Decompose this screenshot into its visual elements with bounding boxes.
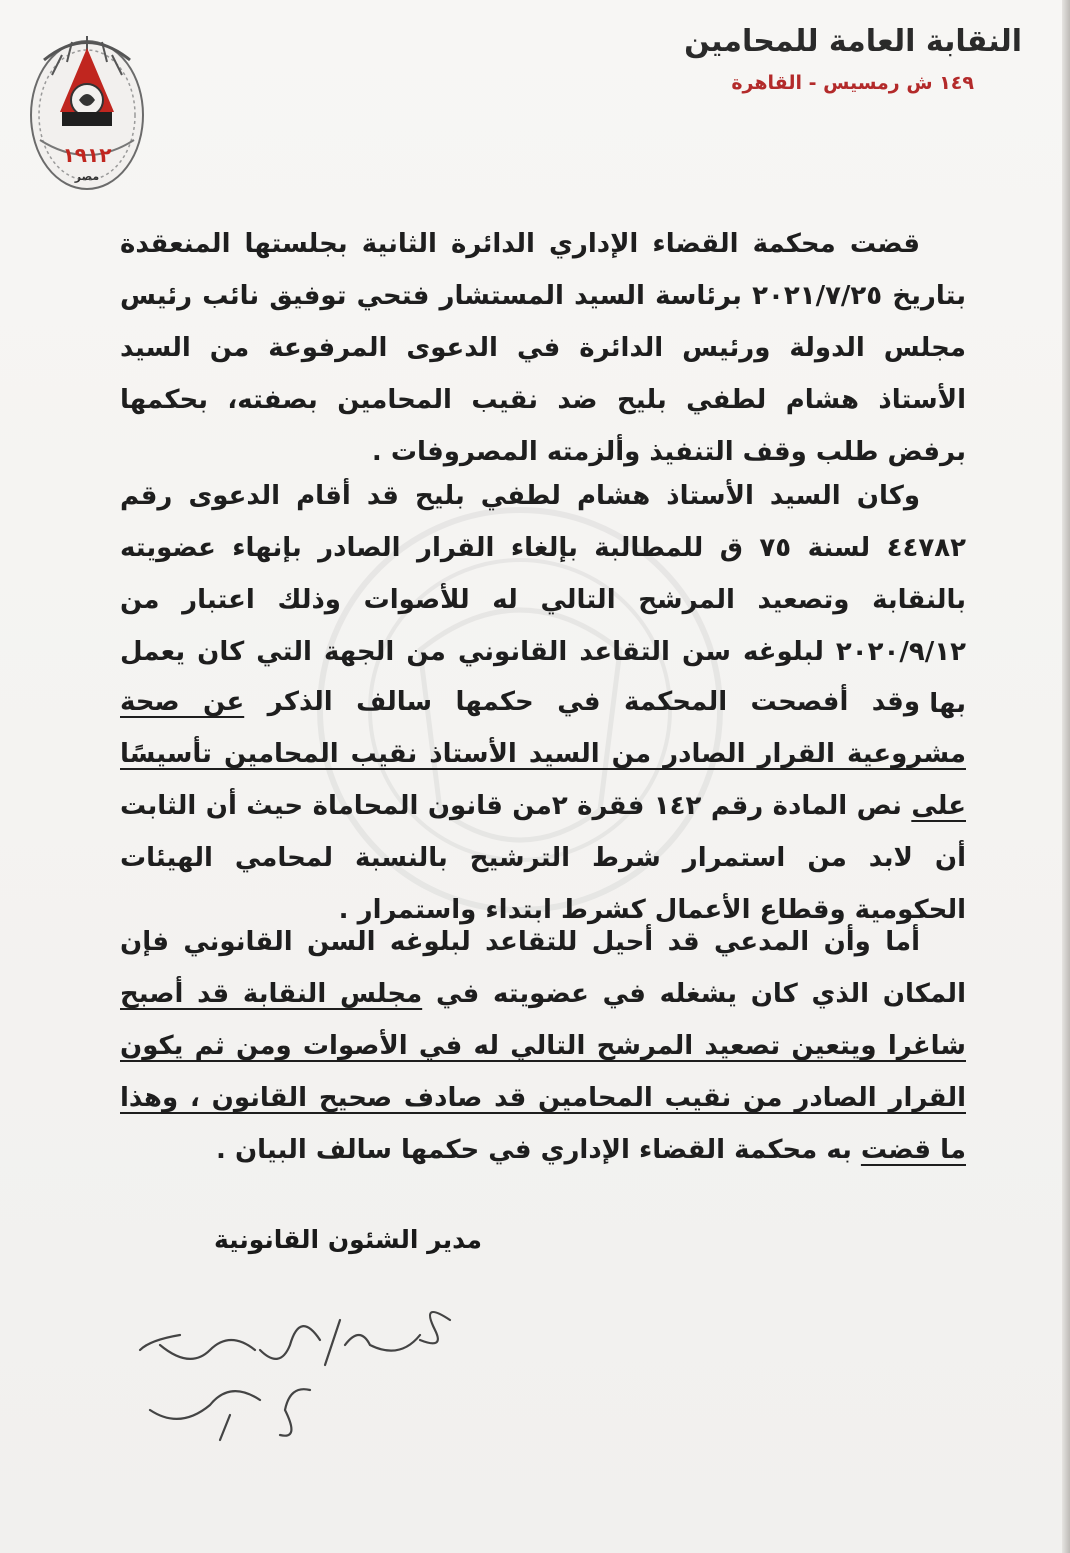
logo-country: مصر bbox=[74, 170, 100, 183]
paragraph-4-underlined: مجلس النقابة قد أصبح شاغرا ويتعين تصعيد المرشح التالي له في الأصوات ومن ثم يكون القرار الصادر من نقيب المحامين قد صادف صحيح القانون ، وهذا ما قضت bbox=[120, 979, 966, 1165]
paragraph-3-text-b: نص المادة رقم ١٤٢ فقرة ٢من قانون المحاماة حيث أن الثابت أن لابد من استمرار شرط الترشيح بالنسبة لمحامي الهيئات الحكومية وقطاع الأعمال كشرط ابتداء واستمرار . bbox=[120, 791, 966, 925]
paragraph-3-text-a: وقد أفصحت المحكمة في حكمها سالف الذكر bbox=[244, 687, 920, 717]
org-address: ١٤٩ ش رمسيس - القاهرة bbox=[731, 72, 974, 94]
org-name: النقابة العامة للمحامين bbox=[684, 24, 1022, 59]
paragraph-4 bbox=[120, 916, 966, 1176]
syndicate-logo-icon bbox=[22, 20, 152, 195]
logo-year: ١٩١٢ bbox=[62, 143, 112, 167]
paragraph-3-underlined: عن صحة مشروعية القرار الصادر من السيد الأستاذ نقيب المحامين تأسيسًا على bbox=[120, 687, 966, 821]
paragraph-2-text: وكان السيد الأستاذ هشام لطفي بليح قد أقام الدعوى رقم ٤٤٧٨٢ لسنة ٧٥ ق للمطالبة بإلغاء القرار الصادر بإنهاء عضويته بالنقابة وتصعيد المرشح التالي له للأصوات وذلك اعتبار من ٢٠٢٠/٩/١٢ لبلوغه سن التقاعد القانوني من الجهة التي كان يعمل بها . bbox=[120, 481, 966, 719]
paragraph-1-text: قضت محكمة القضاء الإداري الدائرة الثانية بجلستها المنعقدة بتاريخ ٢٠٢١/٧/٢٥ برئاسة السيد المستشار فتحي توفيق نائب رئيس مجلس الدولة ورئيس الدائرة في الدعوى المرفوعة من السيد الأستاذ هشام لطفي بليح ضد نقيب المحامين بصفته، بحكمها برفض طلب وقف التنفيذ وألزمته المصروفات . bbox=[120, 229, 966, 467]
signatory-title: مدير الشئون القانونية bbox=[213, 1225, 482, 1254]
paragraph-1 bbox=[120, 218, 966, 478]
paragraph-4-text-a: أما وأن المدعي قد أحيل للتقاعد لبلوغه السن القانوني فإن المكان الذي كان يشغله في عضويته في bbox=[120, 927, 966, 1009]
handwritten-signature-icon bbox=[120, 1290, 470, 1450]
paragraph-3 bbox=[120, 676, 966, 936]
page-edge-shadow bbox=[1062, 0, 1070, 1553]
paragraph-4-text-b: به محكمة القضاء الإداري في حكمها سالف البيان . bbox=[216, 1135, 861, 1165]
